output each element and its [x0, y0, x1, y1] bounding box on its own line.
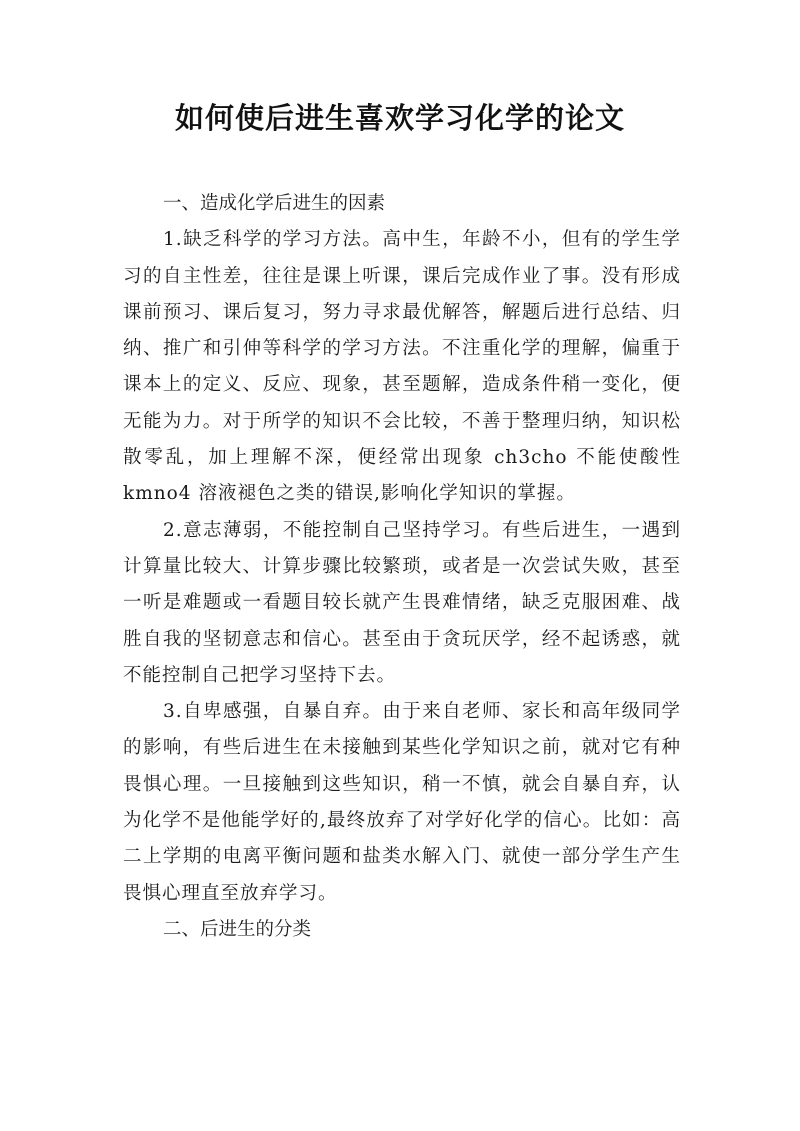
document-body	[123, 186, 681, 948]
paragraph-low-confidence: 3.自卑感强，自暴自弃。由于来自老师、家长和高年级同学的影响，有些后进生在未接触到某些化学知识之前，就对它有种畏惧心理。一旦接触到这些知识，稍一不慎，就会自暴自弃，认为化学不是他能学好的,最终放弃了对学好化学的信心。比如：高二上学期的电离平衡问题和盐类水解入门、就使一部分学生产生畏惧心理直至放弃学习。	[123, 701, 681, 904]
section-heading-classification: 二、后进生的分类	[163, 918, 312, 940]
paragraph-study-methods: 1.缺乏科学的学习方法。高中生，年龄不小，但有的学生学习的自主性差，往往是课上听课，课后完成作业了事。没有形成课前预习、课后复习，努力寻求最优解答，解题后进行总结、归纳、推广和引伸等科学的学习方法。不注重化学的理解，偏重于课本上的定义、反应、现象，甚至题解，造成条件稍一变化，便无能为力。对于所学的知识不会比较，不善于整理归纳，知识松散零乱，加上理解不深，便经常出现象 ch3cho 不能使酸性 kmno4 溶液褪色之类的错误,影响化学知识的掌握。	[123, 229, 681, 505]
section-heading-causes: 一、造成化学后进生的因素	[163, 193, 386, 214]
document-title: 如何使后进生喜欢学习化学的论文	[174, 101, 625, 135]
paragraph-weak-will: 2.意志薄弱，不能控制自己坚持学习。有些后进生，一遇到计算量比较大、计算步骤比较繁琐，或者是一次尝试失败，甚至一听是难题或一看题目较长就产生畏难情绪，缺乏克服困难、战胜自我的坚韧意志和信心。甚至由于贪玩厌学，经不起诱惑，就不能控制自己把学习坚持下去。	[123, 519, 681, 686]
